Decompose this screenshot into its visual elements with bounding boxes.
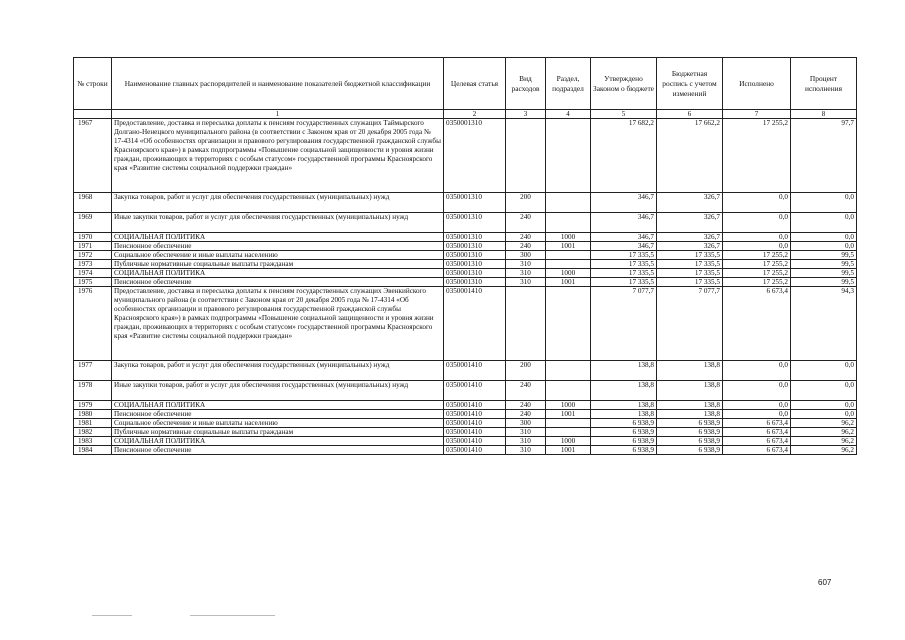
approved-value: 17 335,5 [591, 269, 657, 278]
row-name: Пенсионное обеспечение [112, 446, 444, 455]
percent-value: 0,0 [791, 361, 857, 381]
section: 1000 [546, 269, 591, 278]
percent-value: 96,2 [791, 437, 857, 446]
section [546, 251, 591, 260]
schedule-value: 138,8 [657, 410, 723, 419]
schedule-value: 6 938,9 [657, 428, 723, 437]
approved-value: 17 335,5 [591, 260, 657, 269]
header-executed: Исполнено [723, 58, 791, 110]
table-row [74, 119, 857, 193]
approved-value: 6 938,9 [591, 446, 657, 455]
expense-type: 310 [506, 260, 546, 269]
executed-value: 17 255,2 [723, 269, 791, 278]
header-name: Наименование главных распорядителей и наименование показателей бюджетной классификации [112, 58, 444, 110]
target-article: 0350001410 [444, 287, 506, 361]
table-row [74, 401, 857, 410]
percent-value: 99,5 [791, 269, 857, 278]
percent-value: 96,2 [791, 419, 857, 428]
scan-artifact-line [92, 615, 132, 616]
approved-value: 346,7 [591, 242, 657, 251]
target-article: 0350001310 [444, 278, 506, 287]
approved-value: 6 938,9 [591, 437, 657, 446]
percent-value: 96,2 [791, 446, 857, 455]
header-percent: Процент исполнения [791, 58, 857, 110]
section [546, 213, 591, 233]
executed-value: 0,0 [723, 213, 791, 233]
row-name: Публичные нормативные социальные выплаты гражданам [112, 428, 444, 437]
schedule-value: 6 938,9 [657, 419, 723, 428]
row-number: 1981 [74, 419, 112, 428]
percent-value: 99,5 [791, 260, 857, 269]
header-budget-schedule: Бюджетная роспись с учетом изменений [657, 58, 723, 110]
section: 1001 [546, 278, 591, 287]
col-number-7: 7 [723, 110, 791, 119]
row-number: 1973 [74, 260, 112, 269]
section [546, 419, 591, 428]
page-number: 607 [818, 578, 832, 587]
expense-type: 310 [506, 278, 546, 287]
header-row [74, 58, 857, 110]
section [546, 193, 591, 213]
row-number: 1978 [74, 381, 112, 401]
schedule-value: 6 938,9 [657, 437, 723, 446]
table-row [74, 278, 857, 287]
approved-value: 17 335,5 [591, 251, 657, 260]
header-target-article: Целевая статья [444, 58, 506, 110]
target-article: 0350001310 [444, 213, 506, 233]
row-name: Закупка товаров, работ и услуг для обеспечения государственных (муниципальных) нужд [112, 361, 444, 381]
section: 1001 [546, 410, 591, 419]
col-number-4: 4 [546, 110, 591, 119]
col-number-2: 2 [444, 110, 506, 119]
expense-type: 200 [506, 193, 546, 213]
expense-type: 240 [506, 242, 546, 251]
row-number: 1968 [74, 193, 112, 213]
executed-value: 6 673,4 [723, 437, 791, 446]
target-article: 0350001410 [444, 446, 506, 455]
row-number: 1976 [74, 287, 112, 361]
target-article: 0350001410 [444, 401, 506, 410]
table-row [74, 213, 857, 233]
expense-type: 310 [506, 437, 546, 446]
column-number-row [74, 110, 857, 119]
col-number-3: 3 [506, 110, 546, 119]
schedule-value: 7 077,7 [657, 287, 723, 361]
schedule-value: 138,8 [657, 381, 723, 401]
table-row [74, 419, 857, 428]
section [546, 119, 591, 193]
executed-value: 17 255,2 [723, 278, 791, 287]
percent-value: 0,0 [791, 401, 857, 410]
row-number: 1969 [74, 213, 112, 233]
schedule-value: 17 335,5 [657, 260, 723, 269]
executed-value: 0,0 [723, 410, 791, 419]
approved-value: 346,7 [591, 193, 657, 213]
row-number: 1983 [74, 437, 112, 446]
schedule-value: 326,7 [657, 233, 723, 242]
table-row [74, 269, 857, 278]
table-row [74, 287, 857, 361]
section: 1000 [546, 437, 591, 446]
target-article: 0350001410 [444, 437, 506, 446]
scan-artifact-line [190, 615, 275, 616]
row-number: 1972 [74, 251, 112, 260]
target-article: 0350001310 [444, 260, 506, 269]
section: 1000 [546, 233, 591, 242]
row-name: Закупка товаров, работ и услуг для обеспечения государственных (муниципальных) нужд [112, 193, 444, 213]
percent-value: 97,7 [791, 119, 857, 193]
expense-type: 300 [506, 251, 546, 260]
expense-type: 200 [506, 361, 546, 381]
schedule-value: 326,7 [657, 193, 723, 213]
section [546, 287, 591, 361]
approved-value: 346,7 [591, 233, 657, 242]
executed-value: 17 255,2 [723, 119, 791, 193]
executed-value: 6 673,4 [723, 419, 791, 428]
expense-type: 240 [506, 213, 546, 233]
row-number: 1967 [74, 119, 112, 193]
expense-type: 310 [506, 428, 546, 437]
target-article: 0350001410 [444, 381, 506, 401]
row-name: Предоставление, доставка и пересылка доплаты к пенсиям государственных служащих Таймырского Долгано-Ненецкого муниципального района (в соответствии с Законом края от 20 декабря 2005 года № 17-4314 «Об особенностях организации и правового регулирования государственной гражданской службы Красноярского края») в рамках подпрограммы «Повышение социальной защищенности и уровня жизни граждан, проживающих в территориях с особым статусом» государственной программы Красноярского края «Развитие системы социальной поддержки граждан» [112, 119, 444, 193]
expense-type: 310 [506, 446, 546, 455]
row-name: СОЦИАЛЬНАЯ ПОЛИТИКА [112, 437, 444, 446]
header-row-number: № строки [74, 58, 112, 110]
schedule-value: 17 335,5 [657, 251, 723, 260]
target-article: 0350001410 [444, 419, 506, 428]
table-row [74, 428, 857, 437]
table-row [74, 233, 857, 242]
row-name: Иные закупки товаров, работ и услуг для обеспечения государственных (муниципальных) нужд [112, 381, 444, 401]
table-row [74, 193, 857, 213]
table-row [74, 242, 857, 251]
row-number: 1971 [74, 242, 112, 251]
target-article: 0350001310 [444, 269, 506, 278]
row-name: Социальное обеспечение и иные выплаты населению [112, 251, 444, 260]
header-expense-type: Вид расходов [506, 58, 546, 110]
row-number: 1970 [74, 233, 112, 242]
approved-value: 346,7 [591, 213, 657, 233]
executed-value: 0,0 [723, 242, 791, 251]
col-number-1: 1 [112, 110, 444, 119]
approved-value: 138,8 [591, 410, 657, 419]
percent-value: 0,0 [791, 193, 857, 213]
executed-value: 0,0 [723, 193, 791, 213]
target-article: 0350001310 [444, 242, 506, 251]
target-article: 0350001410 [444, 428, 506, 437]
header-approved: Утверждено Законом о бюджете [591, 58, 657, 110]
budget-execution-table [73, 57, 857, 455]
row-number: 1974 [74, 269, 112, 278]
approved-value: 138,8 [591, 401, 657, 410]
section [546, 381, 591, 401]
executed-value: 17 255,2 [723, 251, 791, 260]
row-name: Публичные нормативные социальные выплаты гражданам [112, 260, 444, 269]
expense-type: 300 [506, 419, 546, 428]
expense-type: 240 [506, 233, 546, 242]
percent-value: 0,0 [791, 213, 857, 233]
row-name: СОЦИАЛЬНАЯ ПОЛИТИКА [112, 233, 444, 242]
target-article: 0350001410 [444, 361, 506, 381]
row-number: 1979 [74, 401, 112, 410]
table-row [74, 437, 857, 446]
row-number: 1980 [74, 410, 112, 419]
row-name: Пенсионное обеспечение [112, 242, 444, 251]
target-article: 0350001410 [444, 410, 506, 419]
row-name: Социальное обеспечение и иные выплаты населению [112, 419, 444, 428]
schedule-value: 138,8 [657, 361, 723, 381]
table-row [74, 446, 857, 455]
schedule-value: 326,7 [657, 213, 723, 233]
table-body [74, 119, 857, 455]
col-number-0 [74, 110, 112, 119]
percent-value: 0,0 [791, 233, 857, 242]
schedule-value: 17 335,5 [657, 269, 723, 278]
row-name: Предоставление, доставка и пересылка доплаты к пенсиям государственных служащих Эвенкийского муниципального района (в соответствии с Законом края от 20 декабря 2005 года № 17-4314 «Об особенностях организации и правового регулирования государственной гражданской службы Красноярского края») в рамках подпрограммы «Повышение социальной защищенности и уровня жизни граждан, проживающих в территориях с особым статусом» государственной программы Красноярского края «Развитие системы социальной поддержки граждан» [112, 287, 444, 361]
percent-value: 99,5 [791, 251, 857, 260]
table-row [74, 251, 857, 260]
approved-value: 6 938,9 [591, 428, 657, 437]
row-number: 1984 [74, 446, 112, 455]
header-section: Раздел, подраздел [546, 58, 591, 110]
executed-value: 6 673,4 [723, 428, 791, 437]
percent-value: 94,3 [791, 287, 857, 361]
row-name: Пенсионное обеспечение [112, 410, 444, 419]
expense-type: 310 [506, 269, 546, 278]
row-name: Пенсионное обеспечение [112, 278, 444, 287]
section [546, 361, 591, 381]
col-number-6: 6 [657, 110, 723, 119]
schedule-value: 17 662,2 [657, 119, 723, 193]
expense-type: 240 [506, 410, 546, 419]
approved-value: 7 077,7 [591, 287, 657, 361]
approved-value: 138,8 [591, 361, 657, 381]
executed-value: 0,0 [723, 381, 791, 401]
schedule-value: 17 335,5 [657, 278, 723, 287]
approved-value: 17 682,2 [591, 119, 657, 193]
col-number-8: 8 [791, 110, 857, 119]
row-number: 1977 [74, 361, 112, 381]
schedule-value: 326,7 [657, 242, 723, 251]
table-row [74, 361, 857, 381]
row-name: СОЦИАЛЬНАЯ ПОЛИТИКА [112, 269, 444, 278]
percent-value: 99,5 [791, 278, 857, 287]
target-article: 0350001310 [444, 251, 506, 260]
col-number-5: 5 [591, 110, 657, 119]
target-article: 0350001310 [444, 119, 506, 193]
section [546, 260, 591, 269]
budget-table-sheet [73, 57, 857, 455]
executed-value: 0,0 [723, 401, 791, 410]
executed-value: 6 673,4 [723, 446, 791, 455]
row-number: 1982 [74, 428, 112, 437]
table-row [74, 410, 857, 419]
approved-value: 6 938,9 [591, 419, 657, 428]
expense-type [506, 287, 546, 361]
executed-value: 0,0 [723, 233, 791, 242]
percent-value: 0,0 [791, 410, 857, 419]
row-name: СОЦИАЛЬНАЯ ПОЛИТИКА [112, 401, 444, 410]
row-name: Иные закупки товаров, работ и услуг для обеспечения государственных (муниципальных) нужд [112, 213, 444, 233]
percent-value: 0,0 [791, 381, 857, 401]
approved-value: 17 335,5 [591, 278, 657, 287]
schedule-value: 6 938,9 [657, 446, 723, 455]
section: 1000 [546, 401, 591, 410]
executed-value: 6 673,4 [723, 287, 791, 361]
expense-type [506, 119, 546, 193]
section: 1001 [546, 242, 591, 251]
table-row [74, 381, 857, 401]
target-article: 0350001310 [444, 193, 506, 213]
percent-value: 96,2 [791, 428, 857, 437]
row-number: 1975 [74, 278, 112, 287]
percent-value: 0,0 [791, 242, 857, 251]
executed-value: 0,0 [723, 361, 791, 381]
section [546, 428, 591, 437]
target-article: 0350001310 [444, 233, 506, 242]
table-row [74, 260, 857, 269]
section: 1001 [546, 446, 591, 455]
approved-value: 138,8 [591, 381, 657, 401]
schedule-value: 138,8 [657, 401, 723, 410]
executed-value: 17 255,2 [723, 260, 791, 269]
expense-type: 240 [506, 381, 546, 401]
expense-type: 240 [506, 401, 546, 410]
